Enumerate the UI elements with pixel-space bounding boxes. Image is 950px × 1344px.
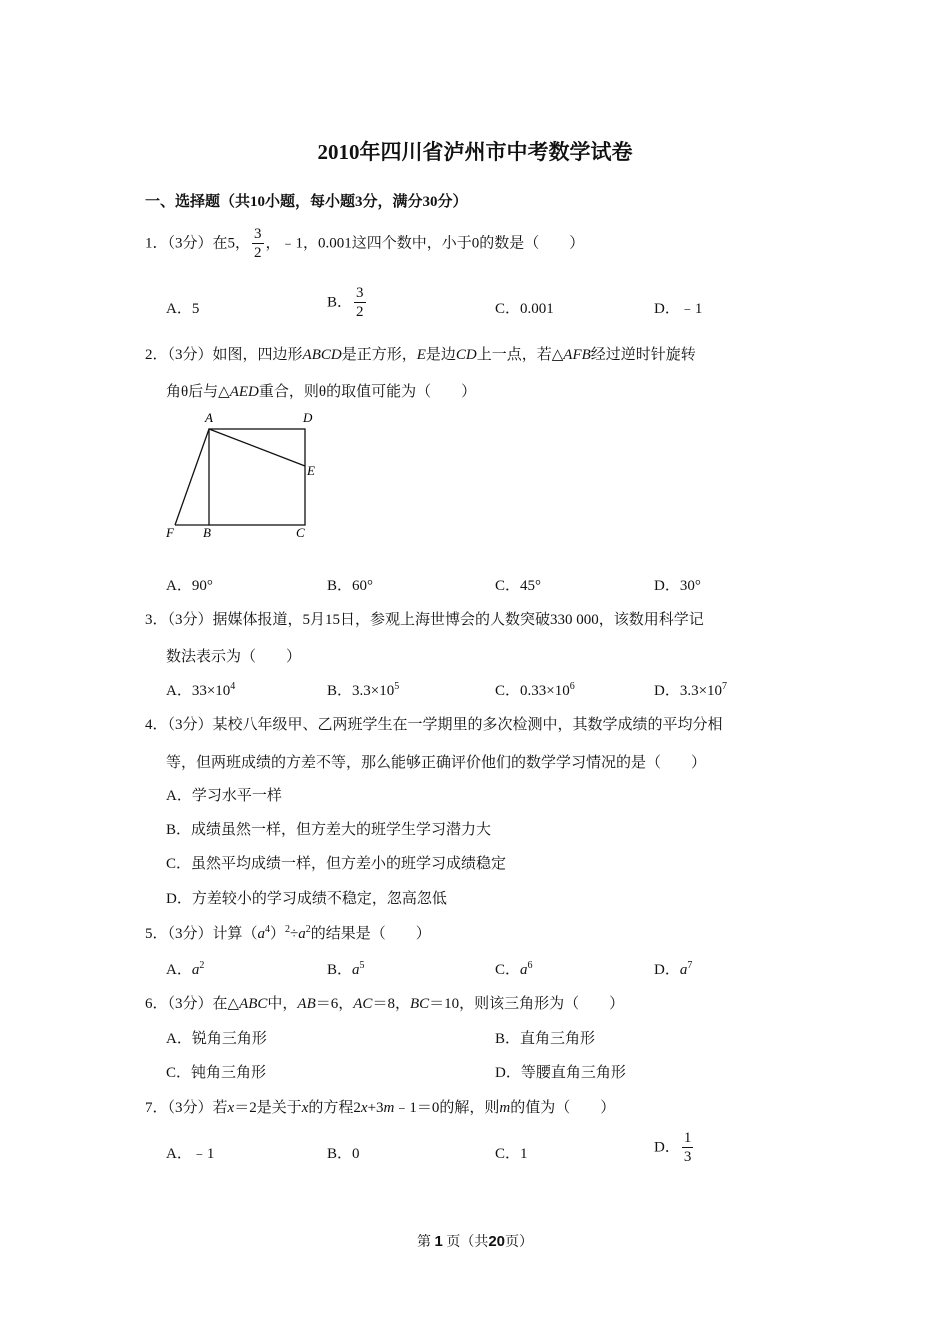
q2-option-d[interactable]: D．30° <box>654 578 701 594</box>
question-2-cont: 角θ后与△AED重合，则θ的取值可能为（ ） <box>166 384 477 400</box>
q7-option-b[interactable]: B．0 <box>327 1146 360 1162</box>
q6-option-a[interactable]: A．锐角三角形 <box>166 1031 267 1047</box>
question-1: 1．（3分）在5， $\frac{3}{2}$ ，﹣1，0.001这四个数中，小于0的数是（ ） <box>145 226 585 261</box>
square-abcd <box>209 429 305 525</box>
q4-option-c[interactable]: C．虽然平均成绩一样，但方差小的班学习成绩稳定 <box>166 856 507 872</box>
square-figure <box>160 405 330 545</box>
q1-option-d[interactable]: D．﹣1 <box>654 301 703 317</box>
page-footer: 第 1 页（共20页） <box>416 1233 534 1250</box>
q3-option-d[interactable]: D．$3.3\times 10^7$ <box>654 681 728 699</box>
q5-option-d[interactable]: D．$a^7$ <box>654 960 693 978</box>
segment-ae <box>209 429 305 466</box>
label-f: F <box>166 525 174 540</box>
q7-option-c[interactable]: C．1 <box>495 1146 528 1162</box>
page-title: 2010年四川省泸州市中考数学试卷 <box>317 140 633 164</box>
q1-option-c[interactable]: C．0.001 <box>495 301 554 317</box>
question-number: 2． <box>145 347 168 363</box>
label-b: B <box>203 525 211 540</box>
segment-af <box>175 429 209 525</box>
question-number: 5． <box>145 926 168 942</box>
q3-option-c[interactable]: C．$0.33\times 10^6$ <box>495 681 575 699</box>
label-e: E <box>307 463 315 478</box>
question-number: 6． <box>145 996 168 1012</box>
question-7: 7．（3分）若x＝2是关于x的方程2x+3m﹣1＝0的解，则m的值为（ ） <box>145 1100 616 1116</box>
question-6: 6．（3分）在△ABC中，AB＝6，AC＝8，BC＝10，则该三角形为（ ） <box>145 996 625 1012</box>
label-a: A <box>205 410 213 425</box>
question-number: 1． <box>145 235 168 252</box>
q1-option-a[interactable]: A．5 <box>166 301 200 317</box>
q1-option-b[interactable]: B． $\frac{3}{2}$ <box>327 285 364 320</box>
label-d: D <box>303 410 313 425</box>
q5-option-c[interactable]: C．$a^6$ <box>495 960 533 978</box>
question-3-cont: 数法表示为（ ） <box>166 649 302 665</box>
q2-option-c[interactable]: C．45° <box>495 578 542 594</box>
label-c: C <box>296 525 305 540</box>
q4-option-a[interactable]: A．学习水平一样 <box>166 788 282 804</box>
question-5: 5．（3分）计算$(a^4)^2\div a^2$的结果是（ ） <box>145 924 431 942</box>
q5-option-a[interactable]: A．$a^2$ <box>166 960 205 978</box>
q6-option-b[interactable]: B．直角三角形 <box>495 1031 596 1047</box>
section-heading: 一、选择题（共10小题，每小题3分，满分30分） <box>145 194 468 210</box>
q4-option-b[interactable]: B．成绩虽然一样，但方差大的班学生学习潜力大 <box>166 822 492 838</box>
q2-option-b[interactable]: B．60° <box>327 578 374 594</box>
question-number: 3． <box>145 612 168 628</box>
q6-option-c[interactable]: C．钝角三角形 <box>166 1065 267 1081</box>
q7-option-a[interactable]: A．﹣1 <box>166 1146 215 1162</box>
page-number: 1 <box>434 1233 443 1250</box>
q7-option-d[interactable]: D． $\frac{1}{3}$ <box>654 1130 692 1165</box>
question-number: 7． <box>145 1100 168 1116</box>
q6-option-d[interactable]: D．等腰直角三角形 <box>495 1065 626 1081</box>
question-4-cont: 等，但两班成绩的方差不等，那么能够正确评价他们的数学学习情况的是（ ） <box>166 755 707 771</box>
question-4: 4．（3分）某校八年级甲、乙两班学生在一学期里的多次检测中，其数学成绩的平均分相 <box>145 717 723 733</box>
question-2: 2．（3分）如图，四边形ABCD是正方形，E是边CD上一点，若△AFB经过逆时针旋转 <box>145 347 696 363</box>
fraction: $\frac{3}{2}$ <box>254 226 262 261</box>
q4-option-d[interactable]: D．方差较小的学习成绩不稳定，忽高忽低 <box>166 891 447 907</box>
page-total: 20 <box>488 1233 506 1250</box>
question-3: 3．（3分）据媒体报道，5月15日，参观上海世博会的人数突破330 000，该数用科学记 <box>145 612 704 628</box>
q3-option-b[interactable]: B．$3.3\times 10^5$ <box>327 681 400 699</box>
q3-option-a[interactable]: A．$33\times 10^4$ <box>166 681 236 699</box>
q5-option-b[interactable]: B．$a^5$ <box>327 960 365 978</box>
question-number: 4． <box>145 717 168 733</box>
q2-option-a[interactable]: A．90° <box>166 578 213 594</box>
